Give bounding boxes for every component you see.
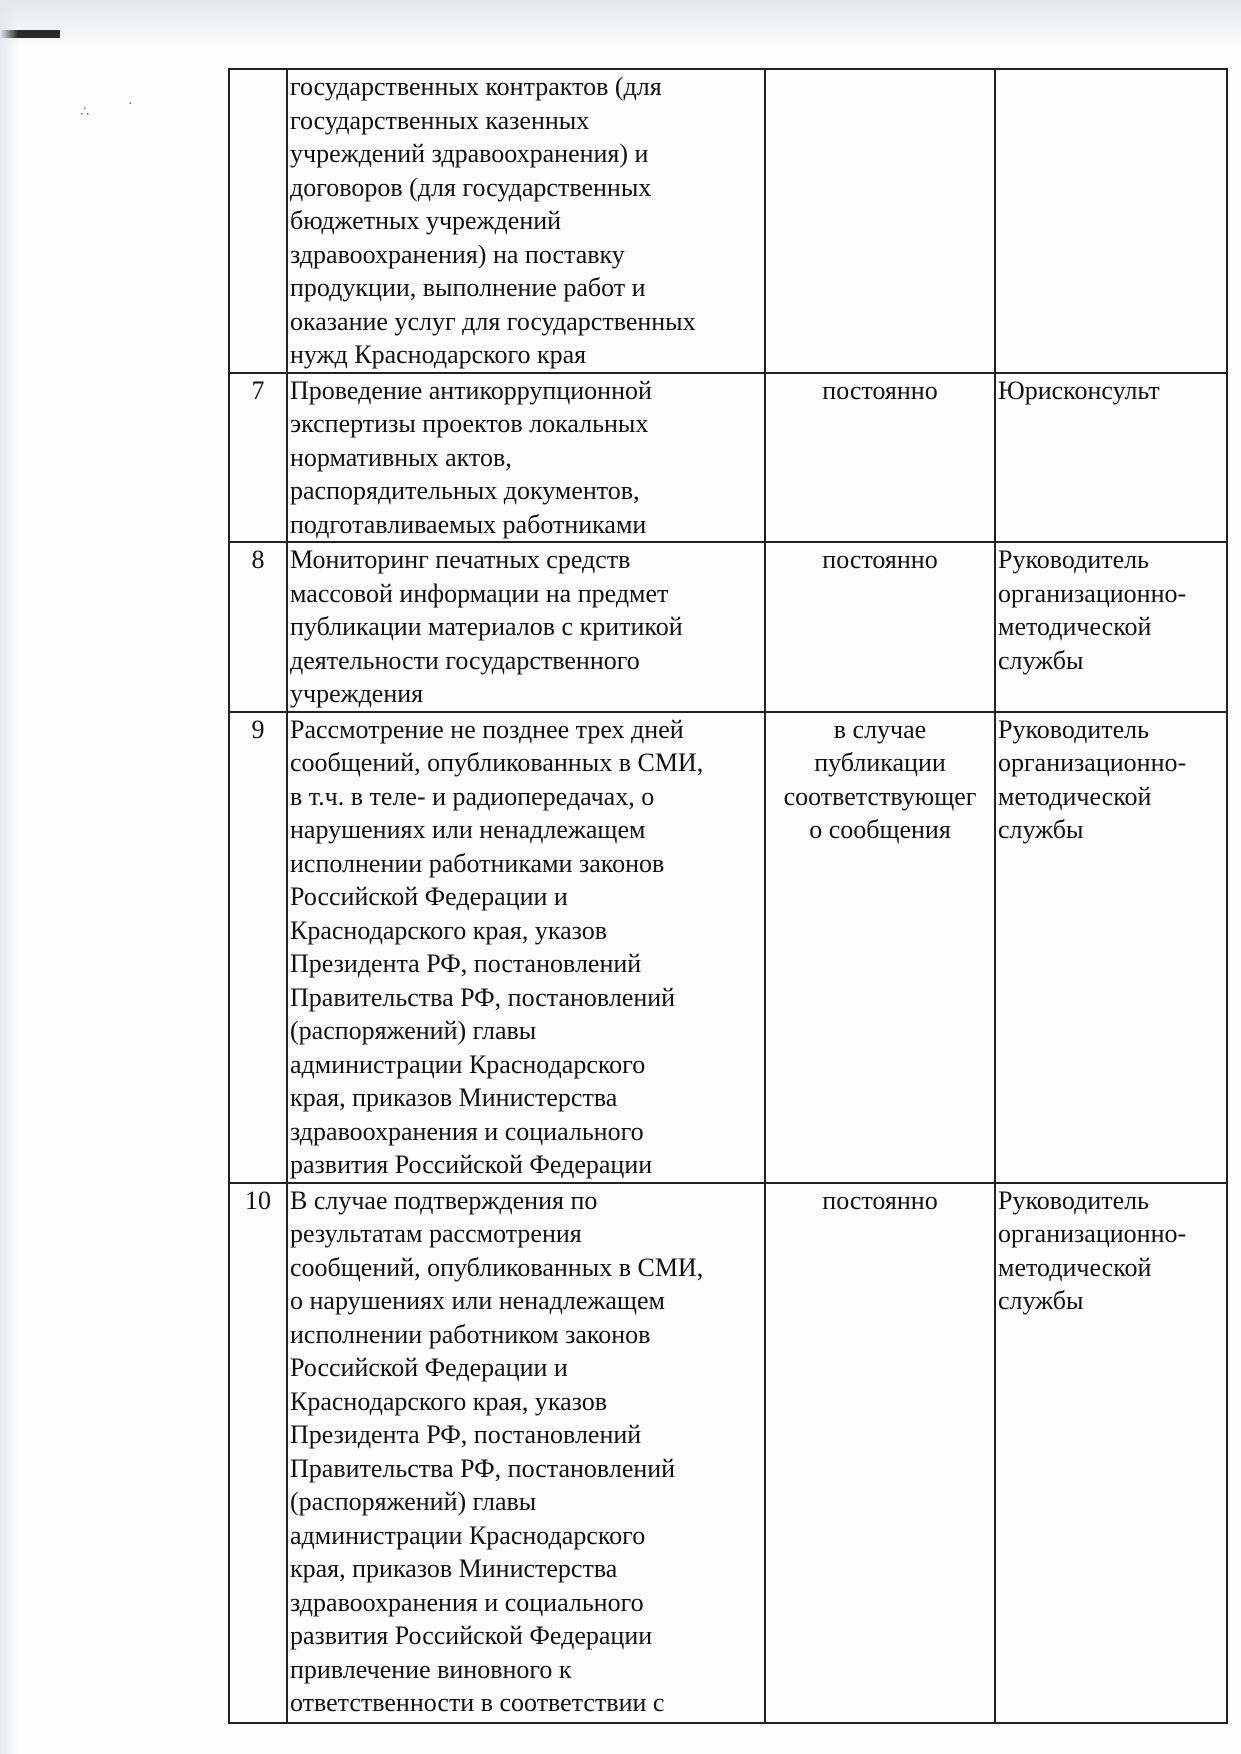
row-term <box>765 69 995 373</box>
scan-speck: · <box>128 96 133 112</box>
table-row <box>229 712 1227 1183</box>
row-responsible: Юрисконсульт <box>995 373 1227 543</box>
table-row <box>229 1183 1227 1723</box>
table-row <box>229 373 1227 543</box>
scan-shadow-top <box>0 0 1241 48</box>
row-term: постоянно <box>765 373 995 543</box>
row-event: Проведение антикоррупционной экспертизы проектов локальных нормативных актов, распорядительных документов, подготавливаемых работниками <box>287 373 765 543</box>
table-row <box>229 69 1227 373</box>
measures-table <box>228 68 1228 1724</box>
row-responsible: Руководитель организационно- методической службы <box>995 1183 1227 1723</box>
scan-speck: ∴ <box>80 104 89 120</box>
row-term: постоянно <box>765 1183 995 1723</box>
row-responsible: Руководитель организационно- методической службы <box>995 712 1227 1183</box>
row-event: государственных контрактов (для государственных казенных учреждений здравоохранения) и договоров (для государственных бюджетных учреждений здравоохранения) на поставку продукции, выполнение работ и оказание услуг для государственных нужд Краснодарского края <box>287 69 765 373</box>
row-event: В случае подтверждения по результатам рассмотрения сообщений, опубликованных в СМИ, о нарушениях или ненадлежащем исполнении работником законов Российской Федерации и Краснодарского края, указов Президента РФ, постановлений Правительства РФ, постановлений (распоряжений) главы администрации Краснодарского края, приказов Министерства здравоохранения и социального развития Российской Федерации привлечение виновного к ответственности в соответствии с <box>287 1183 765 1723</box>
row-term: постоянно <box>765 542 995 712</box>
row-number: 8 <box>229 542 287 712</box>
row-number: 7 <box>229 373 287 543</box>
row-responsible: Руководитель организационно- методической службы <box>995 542 1227 712</box>
row-number: 10 <box>229 1183 287 1723</box>
row-number: 9 <box>229 712 287 1183</box>
row-term: в случае публикации соответствующег о сообщения <box>765 712 995 1183</box>
row-responsible <box>995 69 1227 373</box>
scan-shadow-left <box>0 0 18 1754</box>
row-number <box>229 69 287 373</box>
table-row <box>229 542 1227 712</box>
row-event: Мониторинг печатных средств массовой информации на предмет публикации материалов с критикой деятельности государственного учреждения <box>287 542 765 712</box>
row-event: Рассмотрение не позднее трех дней сообщений, опубликованных в СМИ, в т.ч. в теле- и радиопередачах, о нарушениях или ненадлежащем исполнении работниками законов Российской Федерации и Краснодарского края, указов Президента РФ, постановлений Правительства РФ, постановлений (распоряжений) главы администрации Краснодарского края, приказов Министерства здравоохранения и социального развития Российской Федерации <box>287 712 765 1183</box>
